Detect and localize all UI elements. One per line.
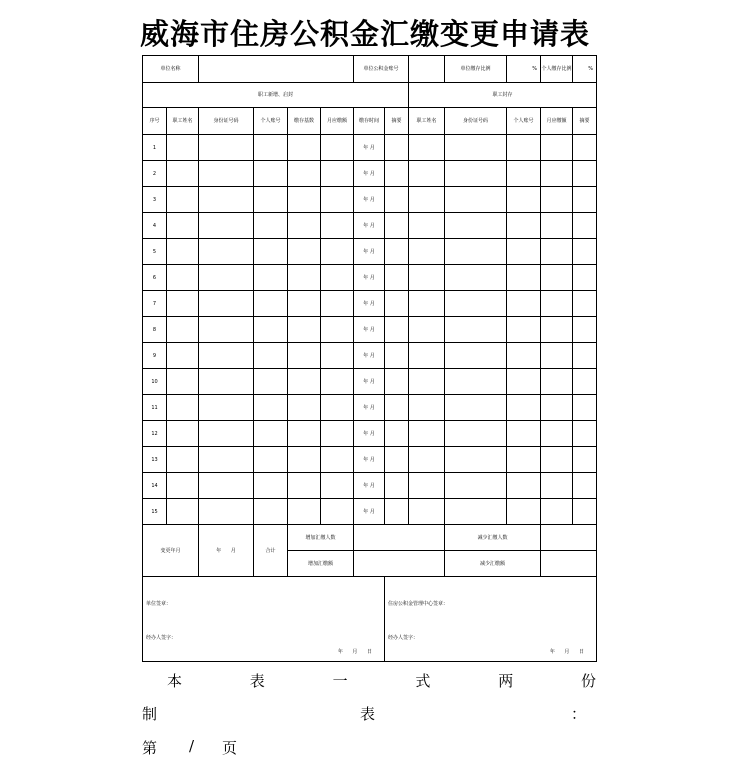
row-name[interactable] [167, 447, 199, 473]
row-name-2[interactable] [409, 161, 445, 187]
row-id-number-2[interactable] [445, 213, 507, 239]
row-monthly-amount[interactable] [321, 421, 354, 447]
footer-copies-char: 本 [167, 672, 183, 690]
row-seq: 1 [143, 135, 167, 161]
row-start-time[interactable]: 年 月 [354, 265, 385, 291]
unit-account-field[interactable] [409, 56, 445, 83]
row-personal-account-2[interactable] [507, 187, 541, 213]
row-summary-2[interactable] [573, 473, 597, 499]
row-seq: 5 [143, 239, 167, 265]
row-start-time[interactable]: 年 月 [354, 395, 385, 421]
unit-ratio-label: 单位缴存比例 [445, 56, 507, 83]
row-summary-2[interactable] [573, 213, 597, 239]
row-seq: 14 [143, 473, 167, 499]
row-name[interactable] [167, 213, 199, 239]
row-name-2[interactable] [409, 317, 445, 343]
row-name[interactable] [167, 421, 199, 447]
row-monthly-amount-2[interactable] [541, 187, 573, 213]
row-summary[interactable] [385, 473, 409, 499]
row-summary-2[interactable] [573, 395, 597, 421]
row-personal-account-2[interactable] [507, 239, 541, 265]
row-name[interactable] [167, 343, 199, 369]
col-personal-account-2: 个人账号 [507, 108, 541, 135]
row-personal-account-2[interactable] [507, 395, 541, 421]
row-seq: 8 [143, 317, 167, 343]
row-start-time[interactable]: 年 月 [354, 135, 385, 161]
row-id-number-2[interactable] [445, 395, 507, 421]
row-name[interactable] [167, 473, 199, 499]
col-personal-account: 个人账号 [254, 108, 288, 135]
row-name[interactable] [167, 265, 199, 291]
footer-copies-char: 表 [249, 672, 265, 690]
row-monthly-amount[interactable] [321, 135, 354, 161]
row-summary[interactable] [385, 499, 409, 525]
row-monthly-amount-2[interactable] [541, 447, 573, 473]
row-name-2[interactable] [409, 187, 445, 213]
change-application-form [142, 55, 597, 662]
row-summary-2[interactable] [573, 343, 597, 369]
footer-page-char-2: 页 [222, 739, 238, 757]
footer-copies-char: 式 [415, 672, 431, 690]
row-summary-2[interactable] [573, 317, 597, 343]
row-seq: 15 [143, 499, 167, 525]
row-monthly-amount[interactable] [321, 369, 354, 395]
row-summary[interactable] [385, 447, 409, 473]
table-row [143, 499, 597, 525]
row-id-number[interactable] [199, 447, 254, 473]
row-summary-2[interactable] [573, 447, 597, 473]
row-seq: 13 [143, 447, 167, 473]
add-count-label: 增加汇缴人数 [288, 525, 354, 551]
row-id-number[interactable] [199, 369, 254, 395]
row-id-number[interactable] [199, 473, 254, 499]
row-seq: 11 [143, 395, 167, 421]
row-personal-account-2[interactable] [507, 499, 541, 525]
row-personal-account[interactable] [254, 239, 288, 265]
col-wage-base: 缴存基数 [288, 108, 321, 135]
row-summary[interactable] [385, 161, 409, 187]
row-start-time[interactable]: 年 月 [354, 421, 385, 447]
row-start-time[interactable]: 年 月 [354, 239, 385, 265]
row-personal-account[interactable] [254, 447, 288, 473]
row-name[interactable] [167, 499, 199, 525]
footer-preparer-char-2: 表 [360, 705, 376, 723]
row-start-time[interactable]: 年 月 [354, 187, 385, 213]
footer-copies-char: 两 [498, 672, 514, 690]
personal-ratio-field[interactable]: % [573, 56, 597, 83]
row-wage-base[interactable] [288, 291, 321, 317]
row-monthly-amount[interactable] [321, 395, 354, 421]
col-summary: 摘要 [385, 108, 409, 135]
row-personal-account[interactable] [254, 421, 288, 447]
unit-ratio-field[interactable]: % [507, 56, 541, 83]
row-id-number[interactable] [199, 499, 254, 525]
row-id-number-2[interactable] [445, 473, 507, 499]
row-monthly-amount[interactable] [321, 473, 354, 499]
month-label: 月 [230, 547, 236, 554]
row-seq: 10 [143, 369, 167, 395]
row-monthly-amount-2[interactable] [541, 239, 573, 265]
row-id-number[interactable] [199, 213, 254, 239]
row-id-number[interactable] [199, 317, 254, 343]
row-id-number[interactable] [199, 343, 254, 369]
footer-page-slash: / [189, 737, 195, 755]
row-personal-account-2[interactable] [507, 369, 541, 395]
row-summary[interactable] [385, 187, 409, 213]
row-personal-account[interactable] [254, 395, 288, 421]
table-row [143, 161, 597, 187]
row-personal-account-2[interactable] [507, 291, 541, 317]
row-name-2[interactable] [409, 473, 445, 499]
row-wage-base[interactable] [288, 239, 321, 265]
row-seq: 9 [143, 343, 167, 369]
center-seal-label: 住房公积金管理中心签章： [388, 601, 449, 607]
row-personal-account-2[interactable] [507, 447, 541, 473]
row-personal-account[interactable] [254, 369, 288, 395]
row-wage-base[interactable] [288, 473, 321, 499]
row-wage-base[interactable] [288, 213, 321, 239]
row-monthly-amount-2[interactable] [541, 499, 573, 525]
row-start-time[interactable]: 年 月 [354, 343, 385, 369]
unit-seal-label: 单位签章： [146, 601, 172, 607]
header-row [143, 56, 597, 83]
row-monthly-amount-2[interactable] [541, 317, 573, 343]
row-name-2[interactable] [409, 213, 445, 239]
table-row [143, 213, 597, 239]
row-monthly-amount[interactable] [321, 499, 354, 525]
row-personal-account-2[interactable] [507, 161, 541, 187]
row-monthly-amount-2[interactable] [541, 291, 573, 317]
row-personal-account-2[interactable] [507, 421, 541, 447]
row-personal-account[interactable] [254, 187, 288, 213]
row-monthly-amount-2[interactable] [541, 161, 573, 187]
row-summary-2[interactable] [573, 265, 597, 291]
row-name[interactable] [167, 317, 199, 343]
row-name[interactable] [167, 239, 199, 265]
row-monthly-amount-2[interactable] [541, 265, 573, 291]
row-start-time[interactable]: 年 月 [354, 317, 385, 343]
col-name-2: 职工姓名 [409, 108, 445, 135]
row-monthly-amount-2[interactable] [541, 135, 573, 161]
row-name-2[interactable] [409, 447, 445, 473]
add-count-value[interactable] [354, 525, 445, 551]
row-monthly-amount[interactable] [321, 447, 354, 473]
signature-row [143, 577, 597, 662]
row-monthly-amount[interactable] [321, 291, 354, 317]
row-wage-base[interactable] [288, 135, 321, 161]
row-summary-2[interactable] [573, 499, 597, 525]
form-title: 威海市住房公积金汇缴变更申请表 [139, 17, 590, 51]
row-name-2[interactable] [409, 499, 445, 525]
row-name-2[interactable] [409, 135, 445, 161]
row-wage-base[interactable] [288, 447, 321, 473]
row-summary[interactable] [385, 291, 409, 317]
row-id-number-2[interactable] [445, 187, 507, 213]
row-summary[interactable] [385, 239, 409, 265]
col-id-number-2: 身份证号码 [445, 108, 507, 135]
row-summary[interactable] [385, 317, 409, 343]
row-name[interactable] [167, 291, 199, 317]
row-monthly-amount-2[interactable] [541, 343, 573, 369]
col-monthly-amount-2: 月应缴额 [541, 108, 573, 135]
row-summary-2[interactable] [573, 135, 597, 161]
row-personal-account-2[interactable] [507, 213, 541, 239]
row-wage-base[interactable] [288, 369, 321, 395]
row-personal-account[interactable] [254, 499, 288, 525]
row-id-number-2[interactable] [445, 421, 507, 447]
row-summary[interactable] [385, 369, 409, 395]
table-row [143, 265, 597, 291]
row-name-2[interactable] [409, 395, 445, 421]
row-name-2[interactable] [409, 265, 445, 291]
change-month-value[interactable] [199, 525, 254, 577]
row-start-time[interactable]: 年 月 [354, 473, 385, 499]
row-monthly-amount-2[interactable] [541, 369, 573, 395]
footer-copies-char: 一 [332, 672, 348, 690]
center-sign-date: 年 月 日 [549, 649, 589, 655]
row-summary[interactable] [385, 395, 409, 421]
row-monthly-amount[interactable] [321, 161, 354, 187]
row-summary-2[interactable] [573, 369, 597, 395]
col-monthly-amount: 月应缴额 [321, 108, 354, 135]
row-name-2[interactable] [409, 421, 445, 447]
unit-name-field[interactable] [199, 56, 354, 83]
row-summary-2[interactable] [573, 161, 597, 187]
row-monthly-amount[interactable] [321, 239, 354, 265]
row-seq: 2 [143, 161, 167, 187]
row-id-number[interactable] [199, 239, 254, 265]
row-summary[interactable] [385, 213, 409, 239]
row-name[interactable] [167, 135, 199, 161]
row-seq: 7 [143, 291, 167, 317]
row-id-number[interactable] [199, 187, 254, 213]
row-personal-account-2[interactable] [507, 317, 541, 343]
row-monthly-amount[interactable] [321, 213, 354, 239]
add-amount-value[interactable] [354, 551, 445, 577]
row-id-number-2[interactable] [445, 291, 507, 317]
row-wage-base[interactable] [288, 161, 321, 187]
row-monthly-amount-2[interactable] [541, 421, 573, 447]
row-monthly-amount[interactable] [321, 265, 354, 291]
change-month-label: 变更年月 [143, 525, 199, 577]
reduce-amount-value[interactable] [541, 551, 597, 577]
row-summary-2[interactable] [573, 187, 597, 213]
row-monthly-amount[interactable] [321, 317, 354, 343]
row-name[interactable] [167, 369, 199, 395]
unit-handler-label: 经办人签字： [146, 635, 177, 641]
section-row [143, 83, 597, 108]
row-personal-account[interactable] [254, 317, 288, 343]
row-summary[interactable] [385, 135, 409, 161]
row-id-number[interactable] [199, 421, 254, 447]
center-handler-label: 经办人签字： [388, 635, 419, 641]
row-seq: 6 [143, 265, 167, 291]
table-row [143, 395, 597, 421]
table-row [143, 343, 597, 369]
column-header-row [143, 108, 597, 135]
row-personal-account[interactable] [254, 343, 288, 369]
row-summary[interactable] [385, 265, 409, 291]
row-name[interactable] [167, 395, 199, 421]
row-summary-2[interactable] [573, 239, 597, 265]
row-id-number-2[interactable] [445, 161, 507, 187]
row-monthly-amount[interactable] [321, 343, 354, 369]
row-summary-2[interactable] [573, 421, 597, 447]
row-personal-account[interactable] [254, 213, 288, 239]
row-personal-account[interactable] [254, 291, 288, 317]
personal-ratio-label: 个人缴存比例 [541, 56, 573, 83]
col-start-time: 缴存时间 [354, 108, 385, 135]
table-row [143, 369, 597, 395]
row-start-time[interactable]: 年 月 [354, 291, 385, 317]
row-name[interactable] [167, 161, 199, 187]
row-personal-account-2[interactable] [507, 473, 541, 499]
row-name-2[interactable] [409, 343, 445, 369]
row-personal-account[interactable] [254, 473, 288, 499]
col-name: 职工姓名 [167, 108, 199, 135]
row-name-2[interactable] [409, 369, 445, 395]
row-id-number[interactable] [199, 265, 254, 291]
unit-sign-date: 年 月 日 [337, 649, 377, 655]
col-summary-2: 摘要 [573, 108, 597, 135]
unit-account-label: 单位公积金账号 [354, 56, 409, 83]
row-seq: 4 [143, 213, 167, 239]
row-monthly-amount-2[interactable] [541, 473, 573, 499]
row-id-number[interactable] [199, 161, 254, 187]
row-seq: 12 [143, 421, 167, 447]
row-summary[interactable] [385, 343, 409, 369]
table-row [143, 447, 597, 473]
row-id-number-2[interactable] [445, 265, 507, 291]
row-personal-account[interactable] [254, 135, 288, 161]
table-row [143, 239, 597, 265]
row-personal-account[interactable] [254, 265, 288, 291]
row-summary[interactable] [385, 421, 409, 447]
table-row [143, 421, 597, 447]
row-wage-base[interactable] [288, 265, 321, 291]
row-wage-base[interactable] [288, 343, 321, 369]
row-personal-account-2[interactable] [507, 343, 541, 369]
row-id-number-2[interactable] [445, 135, 507, 161]
row-id-number-2[interactable] [445, 369, 507, 395]
row-wage-base[interactable] [288, 421, 321, 447]
row-monthly-amount-2[interactable] [541, 213, 573, 239]
row-name-2[interactable] [409, 239, 445, 265]
row-id-number[interactable] [199, 135, 254, 161]
row-id-number-2[interactable] [445, 317, 507, 343]
footer-preparer-colon: ： [570, 705, 586, 723]
row-id-number-2[interactable] [445, 499, 507, 525]
footer-preparer-char-1: 制 [142, 705, 158, 723]
table-row [143, 135, 597, 161]
section-reduce: 职工封存 [409, 83, 597, 108]
row-wage-base[interactable] [288, 187, 321, 213]
reduce-count-value[interactable] [541, 525, 597, 551]
section-add: 职工新增、启封 [143, 83, 409, 108]
table-row [143, 473, 597, 499]
total-label: 合计 [254, 525, 288, 577]
center-signature-cell[interactable] [385, 577, 597, 662]
row-monthly-amount[interactable] [321, 187, 354, 213]
summary-row [143, 525, 597, 551]
footer-copies-char: 份 [580, 672, 596, 690]
row-personal-account-2[interactable] [507, 265, 541, 291]
row-id-number[interactable] [199, 291, 254, 317]
row-start-time[interactable]: 年 月 [354, 499, 385, 525]
row-start-time[interactable]: 年 月 [354, 369, 385, 395]
row-seq: 3 [143, 187, 167, 213]
row-monthly-amount-2[interactable] [541, 395, 573, 421]
footer-copies-note [142, 670, 596, 691]
table-row [143, 317, 597, 343]
unit-signature-cell[interactable] [143, 577, 385, 662]
row-id-number-2[interactable] [445, 447, 507, 473]
row-id-number-2[interactable] [445, 239, 507, 265]
reduce-count-label: 减少汇缴人数 [445, 525, 541, 551]
reduce-amount-label: 减少汇缴额 [445, 551, 541, 577]
col-id-number: 身份证号码 [199, 108, 254, 135]
row-name-2[interactable] [409, 291, 445, 317]
year-label: 年 [216, 547, 222, 554]
row-start-time[interactable]: 年 月 [354, 161, 385, 187]
row-start-time[interactable]: 年 月 [354, 447, 385, 473]
row-name[interactable] [167, 187, 199, 213]
row-summary-2[interactable] [573, 291, 597, 317]
row-personal-account[interactable] [254, 161, 288, 187]
col-seq: 序号 [143, 108, 167, 135]
row-wage-base[interactable] [288, 395, 321, 421]
row-id-number-2[interactable] [445, 343, 507, 369]
row-personal-account-2[interactable] [507, 135, 541, 161]
table-row [143, 187, 597, 213]
footer-page-char-1: 第 [142, 739, 158, 757]
row-wage-base[interactable] [288, 317, 321, 343]
add-amount-label: 增加汇缴额 [288, 551, 354, 577]
row-start-time[interactable]: 年 月 [354, 213, 385, 239]
table-row [143, 291, 597, 317]
row-id-number[interactable] [199, 395, 254, 421]
row-wage-base[interactable] [288, 499, 321, 525]
unit-name-label: 单位名称 [143, 56, 199, 83]
